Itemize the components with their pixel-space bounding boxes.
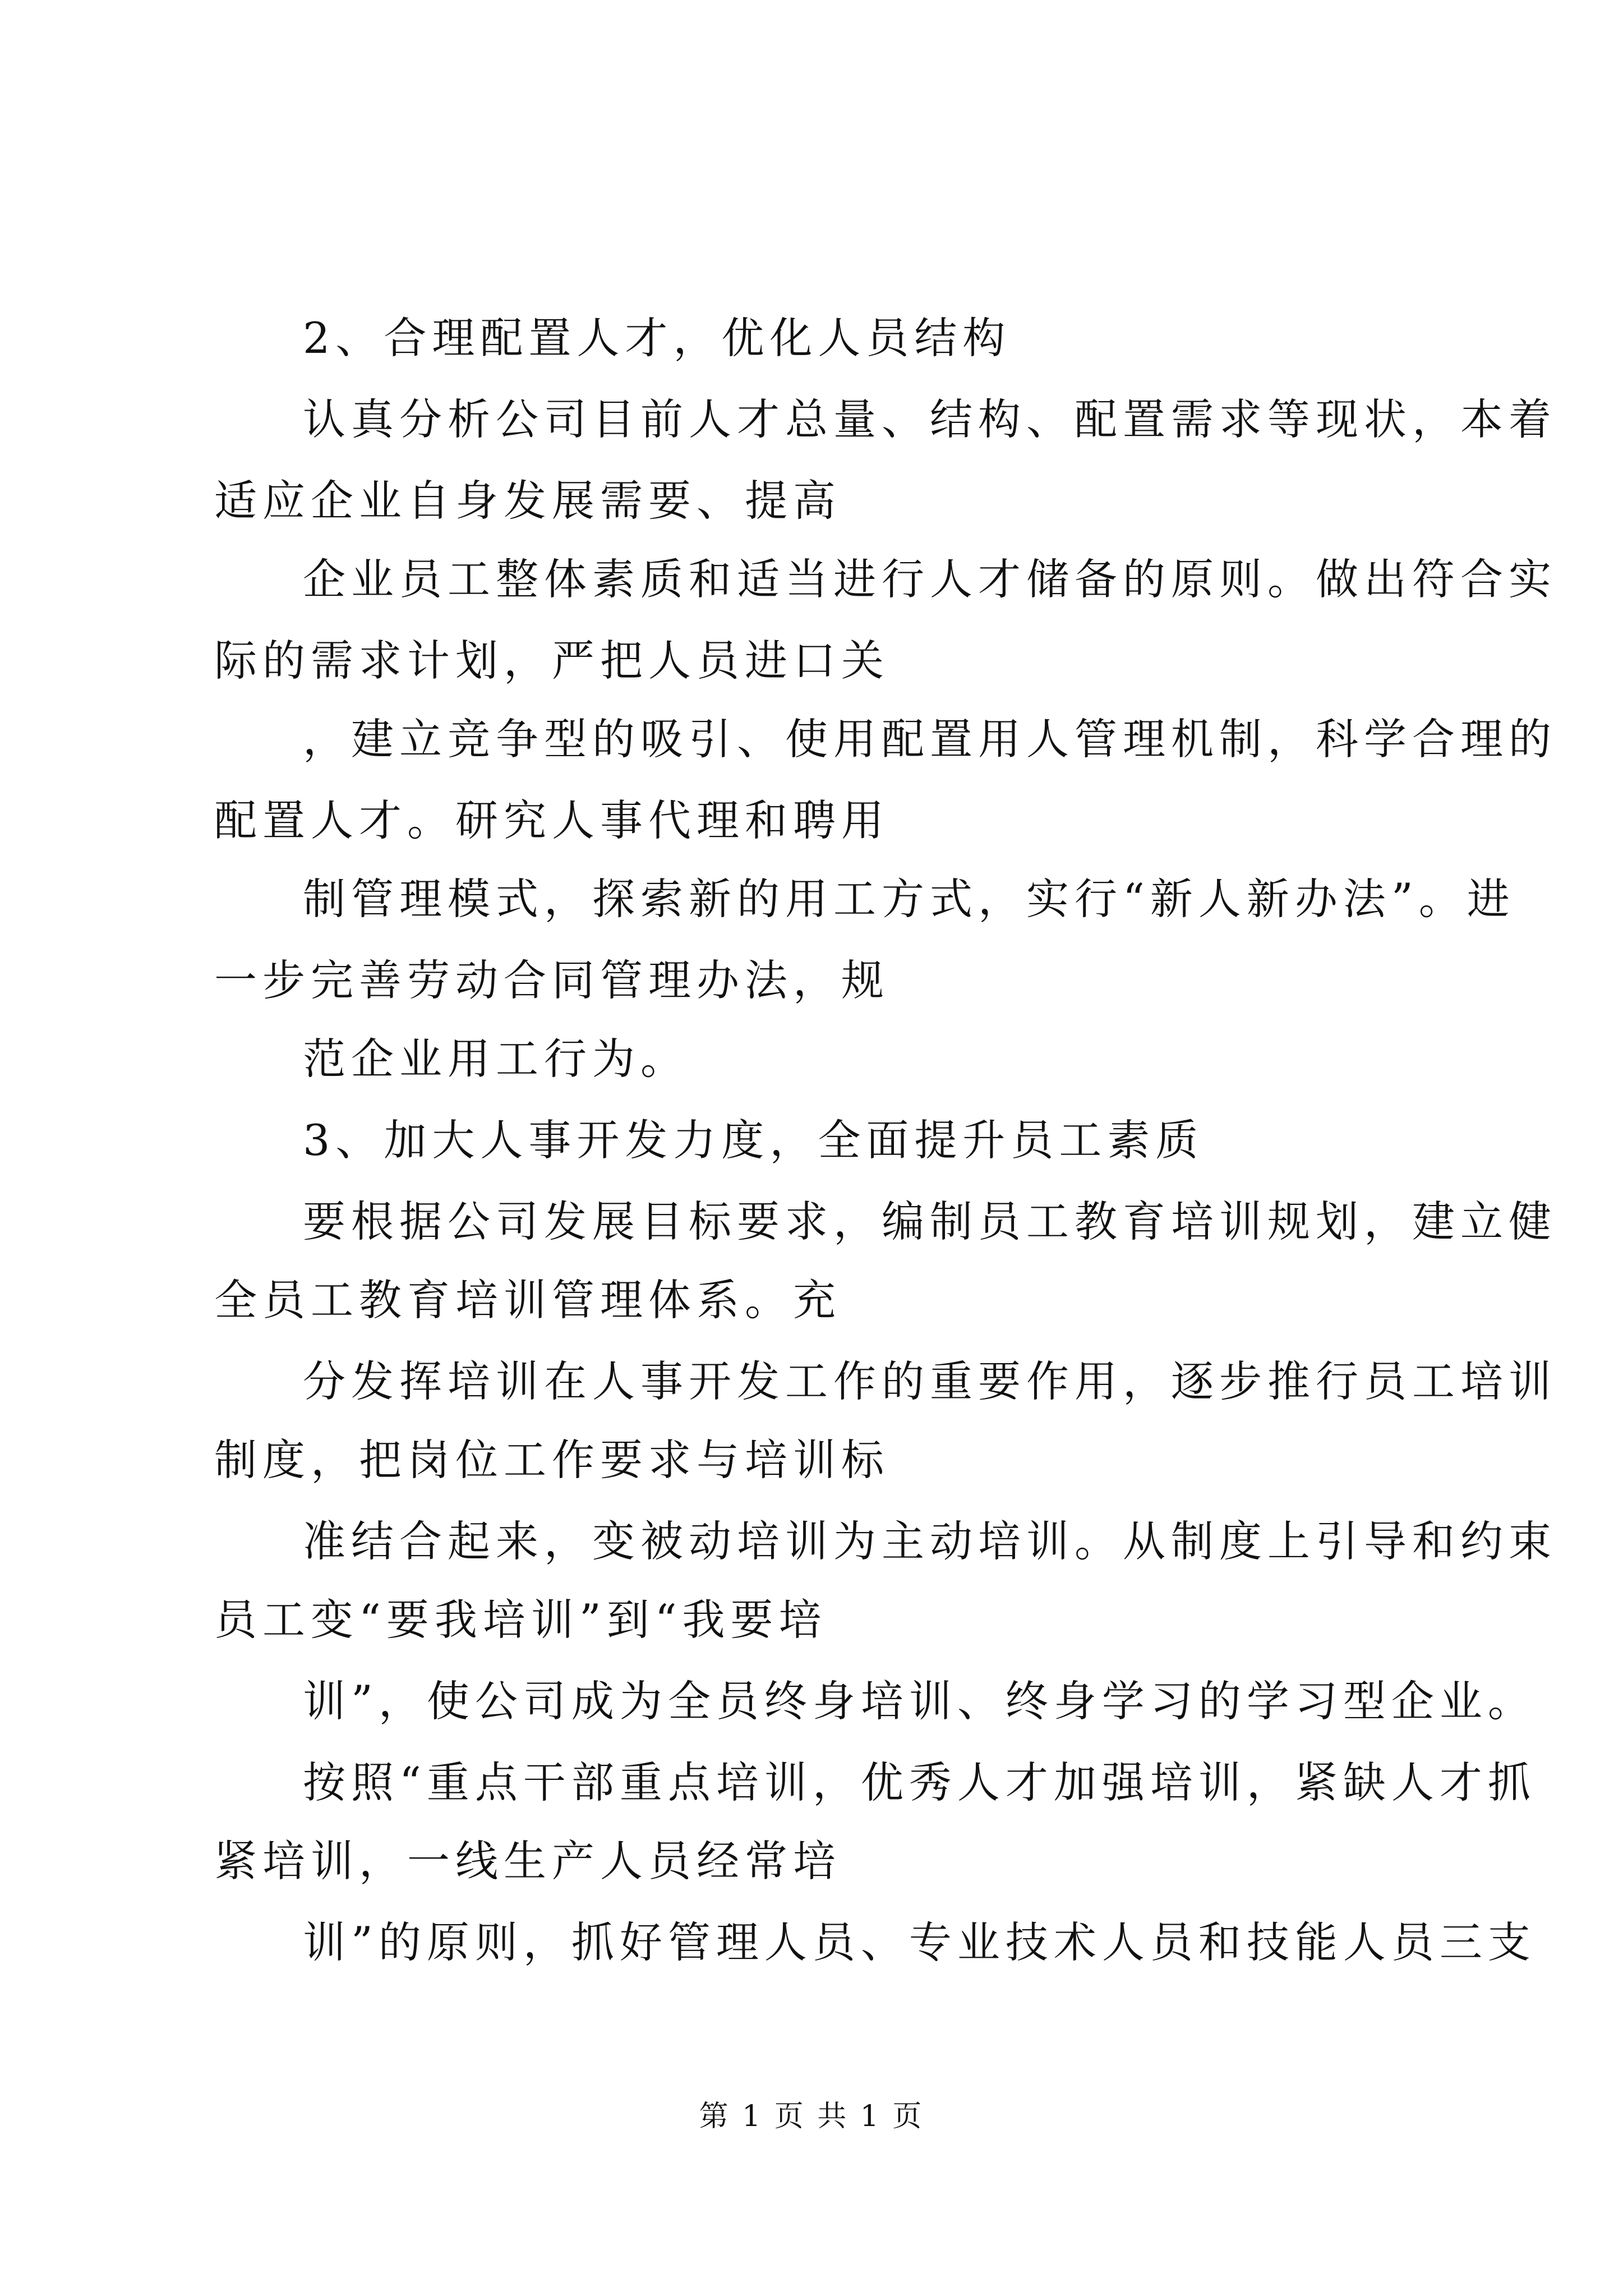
paragraph-line: 际的需求计划，严把人员进口关 [214,636,889,685]
paragraph-line: 准结合起来，变被动培训为主动培训。从制度上引导和约束 [303,1516,1557,1566]
paragraph-line: 配置人才。研究人事代理和聘用 [214,795,889,845]
paragraph-line: 全员工教育培训管理体系。充 [214,1275,841,1325]
paragraph-line: ，建立竞争型的吸引、使用配置用人管理机制，科学合理的 [303,714,1557,764]
section-heading: 3、加大人事开发力度，全面提升员工素质 [303,1115,1204,1165]
paragraph-line: 要根据公司发展目标要求，编制员工教育培训规划，建立健 [303,1197,1557,1246]
section-heading: 2、合理配置人才，优化人员结构 [303,313,1011,363]
paragraph-line: 一步完善劳动合同管理办法，规 [214,955,889,1005]
paragraph-line: 制度，把岗位工作要求与培训标 [214,1435,889,1485]
paragraph-line: 紧培训，一线生产人员经常培 [214,1836,841,1886]
paragraph-line: 按照“重点干部重点培训，优秀人才加强培训，紧缺人才抓 [303,1757,1536,1807]
paragraph-line: 员工变“要我培训”到“我要培 [214,1595,827,1645]
paragraph-line: 训”的原则，抓好管理人员、专业技术人员和技能人员三支 [303,1917,1536,1967]
page-footer: 第 1 页 共 1 页 [699,2100,924,2133]
paragraph-line: 企业员工整体素质和适当进行人才储备的原则。做出符合实 [303,554,1557,604]
paragraph-line: 训”，使公司成为全员终身培训、终身学习的学习型企业。 [303,1676,1536,1726]
paragraph-line: 适应企业自身发展需要、提高 [214,476,841,526]
paragraph-line: 范企业用工行为。 [303,1034,689,1084]
paragraph-line: 分发挥培训在人事开发工作的重要作用，逐步推行员工培训 [303,1356,1557,1406]
paragraph-line: 认真分析公司目前人才总量、结构、配置需求等现状，本着 [303,394,1557,444]
paragraph-line: 制管理模式，探索新的用工方式，实行“新人新办法”。进 [303,874,1515,924]
